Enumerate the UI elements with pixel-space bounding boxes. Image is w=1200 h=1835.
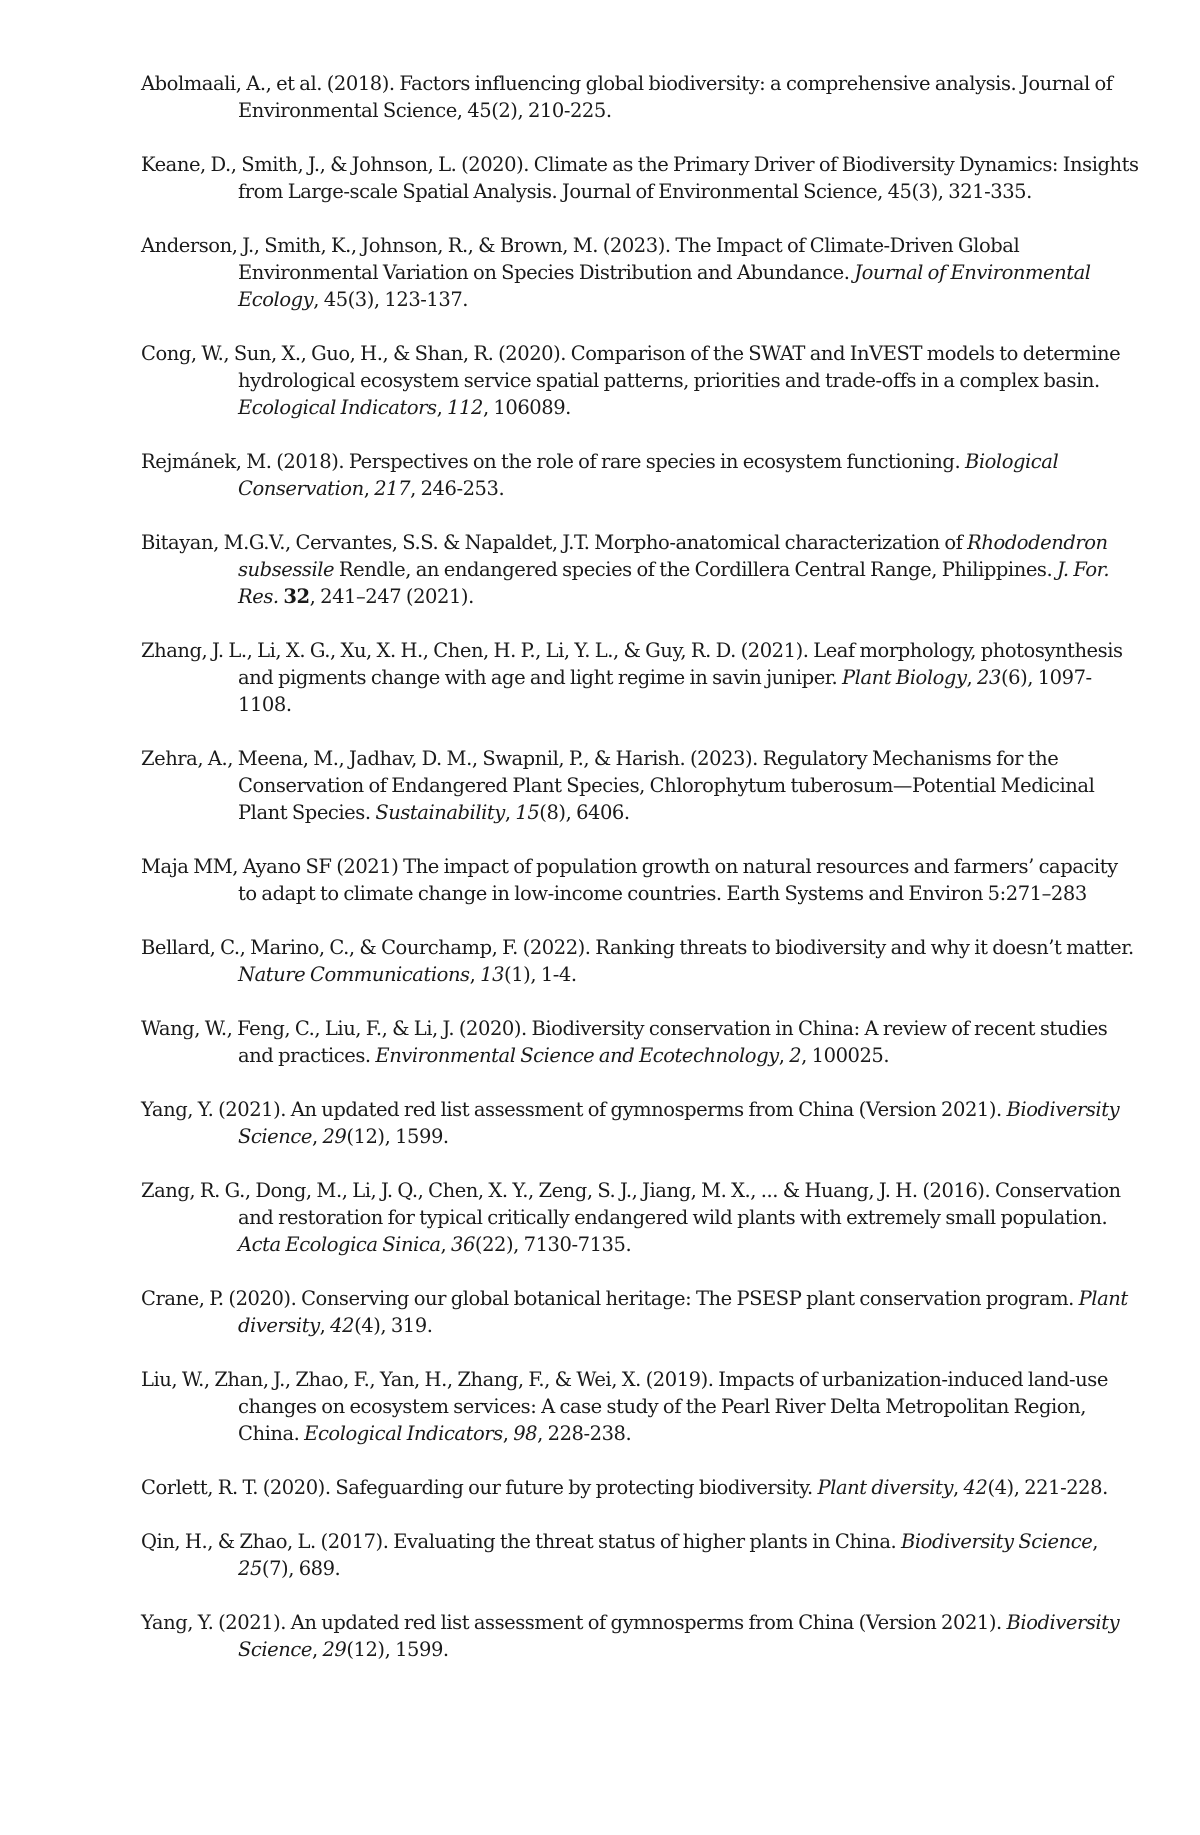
reference-text: , 228-238.: [537, 1422, 632, 1445]
reference-entry: [141, 448, 1141, 502]
reference-text: ,: [778, 1044, 790, 1067]
reference-text: ,: [469, 963, 481, 986]
reference-text: ,: [311, 1638, 323, 1661]
reference-text-italic: Biodiversity Science: [238, 1611, 1120, 1661]
reference-text: Zhang, J. L., Li, X. G., Xu, X. H., Chen, H. P., Li, Y. L., & Guy, R. D. (2021). Leaf morphology, photosynthesis and pigments change with age and light regime in savin juniper.: [141, 639, 1123, 689]
reference-text: ,: [953, 1476, 964, 1499]
reference-text: ,: [363, 477, 375, 500]
reference-text-italic: Plant Biology: [842, 666, 967, 689]
reference-text: ,: [311, 1125, 323, 1148]
reference-text: (8), 6406.: [539, 801, 630, 824]
reference-text: , 100025.: [801, 1044, 890, 1067]
reference-text-italic: 2: [789, 1044, 802, 1067]
reference-entry: [141, 1474, 1141, 1501]
reference-text: ,: [1092, 1530, 1099, 1553]
reference-entry: [141, 934, 1141, 988]
reference-text: Bellard, C., Marino, C., & Courchamp, F. (2022). Ranking threats to biodiversity and why it doesn’t matter.: [141, 936, 1134, 959]
reference-text: , 241–247 (2021).: [309, 585, 474, 608]
reference-entry: [141, 637, 1141, 718]
reference-entry: [141, 1285, 1141, 1339]
reference-text-italic: Journal of Environmental Ecology: [238, 261, 1091, 311]
reference-text: (1), 1-4.: [504, 963, 577, 986]
reference-text-bold: 32: [283, 585, 310, 608]
reference-text: Bitayan, M.G.V., Cervantes, S.S. & Napaldet, J.T. Morpho-anatomical characterization of: [141, 531, 968, 554]
reference-entry: [141, 70, 1141, 124]
reference-entry: [141, 1015, 1141, 1069]
reference-text-italic: Plant diversity: [238, 1287, 1128, 1337]
reference-text-italic: 23: [977, 666, 1001, 689]
reference-text-italic: Rhododendron subsessile: [238, 531, 1108, 581]
reference-text-italic: Environmental Science and Ecotechnology: [375, 1044, 779, 1067]
reference-text-italic: Acta Ecologica Sinica: [238, 1233, 441, 1256]
reference-text: Qin, H., & Zhao, L. (2017). Evaluating the threat status of higher plants in China.: [141, 1530, 902, 1553]
reference-text: Rendle, an endangered species of the Cordillera Central Range, Philippines.: [334, 558, 1057, 581]
reference-text: ,: [504, 801, 516, 824]
reference-list: [141, 70, 1141, 1690]
reference-text: (22), 7130-7135.: [474, 1233, 632, 1256]
reference-entry: [141, 340, 1141, 421]
reference-text: Yang, Y. (2021). An updated red list assessment of gymnosperms from China (Version 2021).: [141, 1611, 1007, 1634]
reference-text: Corlett, R. T. (2020). Safeguarding our future by protecting biodiversity.: [141, 1476, 818, 1499]
reference-text-italic: 98: [513, 1422, 538, 1445]
reference-text: ,: [966, 666, 978, 689]
reference-text: (4), 221-228.: [987, 1476, 1108, 1499]
reference-text-italic: 112: [447, 396, 483, 419]
reference-text-italic: Plant diversity: [817, 1476, 954, 1499]
reference-text-italic: Ecological Indicators: [238, 396, 437, 419]
reference-text-italic: 42: [963, 1476, 988, 1499]
reference-entry: [141, 529, 1141, 610]
reference-text-italic: 25: [238, 1557, 262, 1580]
reference-text: Keane, D., Smith, J., & Johnson, L. (2020). Climate as the Primary Driver of Biodiversity Dynamics: Insights from Large-scale Spatial Analysis. Journal of Environmental Science, 45(3), 321-335.: [141, 153, 1139, 203]
reference-text: , 246-253.: [410, 477, 505, 500]
reference-text-italic: Biodiversity Science: [901, 1530, 1093, 1553]
reference-text-italic: 42: [330, 1314, 355, 1337]
reference-text-italic: Biodiversity Science: [238, 1098, 1120, 1148]
reference-text: ,: [502, 1422, 514, 1445]
reference-text-italic: J. For. Res.: [238, 558, 1110, 608]
reference-text-italic: Sustainability: [375, 801, 505, 824]
reference-text-italic: Nature Communications: [238, 963, 470, 986]
reference-text: (4), 319.: [354, 1314, 433, 1337]
reference-text-italic: Biological Conservation: [238, 450, 1059, 500]
reference-text: Abolmaali, A., et al. (2018). Factors influencing global biodiversity: a comprehensive analysis. Journal of Environmental Science, 45(2), 210-225.: [141, 72, 1113, 122]
reference-entry: [141, 151, 1141, 205]
reference-text: Wang, W., Feng, C., Liu, F., & Li, J. (2020). Biodiversity conservation in China: A review of recent studies and practices.: [141, 1017, 1108, 1067]
reference-text: Cong, W., Sun, X., Guo, H., & Shan, R. (2020). Comparison of the SWAT and InVEST models to determine hydrological ecosystem service spatial patterns, priorities and trade-offs in a complex basin.: [141, 342, 1121, 392]
reference-entry: [141, 1177, 1141, 1258]
reference-text-italic: 29: [322, 1638, 347, 1661]
reference-text-italic: 217: [374, 477, 411, 500]
reference-text: (12), 1599.: [346, 1125, 449, 1148]
reference-entry: [141, 1366, 1141, 1447]
reference-text: Maja MM, Ayano SF (2021) The impact of population growth on natural resources and farmers’ capacity to adapt to climate change in low-income countries. Earth Systems and Environ 5:271–283: [141, 855, 1118, 905]
reference-entry: [141, 1609, 1141, 1663]
reference-text: Liu, W., Zhan, J., Zhao, F., Yan, H., Zhang, F., & Wei, X. (2019). Impacts of urbanization-induced land-use changes on ecosystem services: A case study of the Pearl River Delta Metropolitan Region, China.: [141, 1368, 1108, 1445]
reference-text-italic: 15: [515, 801, 540, 824]
reference-text-italic: 29: [322, 1125, 347, 1148]
reference-text: (7), 689.: [261, 1557, 341, 1580]
reference-text: Yang, Y. (2021). An updated red list assessment of gymnosperms from China (Version 2021).: [141, 1098, 1007, 1121]
reference-text: Crane, P. (2020). Conserving our global botanical heritage: The PSESP plant conservation program.: [141, 1287, 1079, 1310]
reference-text: Zehra, A., Meena, M., Jadhav, D. M., Swapnil, P., & Harish. (2023). Regulatory Mechanisms for the Conservation of Endangered Plant Species, Chlorophytum tuberosum—Potential Medicinal Plant Species.: [141, 747, 1095, 824]
reference-text-italic: Ecological Indicators: [304, 1422, 503, 1445]
reference-text: Rejmánek, M. (2018). Perspectives on the role of rare species in ecosystem functioning.: [141, 450, 965, 473]
reference-text: ,: [436, 396, 448, 419]
reference-text-italic: 36: [451, 1233, 475, 1256]
reference-entry: [141, 1528, 1141, 1582]
reference-text: (6), 1097-1108.: [238, 666, 1092, 716]
reference-entry: [141, 1096, 1141, 1150]
reference-text: ,: [440, 1233, 451, 1256]
reference-text: (12), 1599.: [346, 1638, 449, 1661]
reference-text: ,: [319, 1314, 331, 1337]
reference-text: Anderson, J., Smith, K., Johnson, R., & Brown, M. (2023). The Impact of Climate-Driven Global Environmental Variation on Species Distribution and Abundance.: [141, 234, 1020, 284]
reference-entry: [141, 232, 1141, 313]
reference-entry: [141, 745, 1141, 826]
reference-text: , 106089.: [482, 396, 571, 419]
reference-entry: [141, 853, 1141, 907]
reference-text: Zang, R. G., Dong, M., Li, J. Q., Chen, X. Y., Zeng, S. J., Jiang, M. X., ... & Huang, J. H. (2016). Conservation and restoration for typical critically endangered wild plants with extremely small population.: [141, 1179, 1121, 1229]
reference-text: , 45(3), 123-137.: [313, 288, 469, 311]
reference-text-italic: 13: [480, 963, 505, 986]
